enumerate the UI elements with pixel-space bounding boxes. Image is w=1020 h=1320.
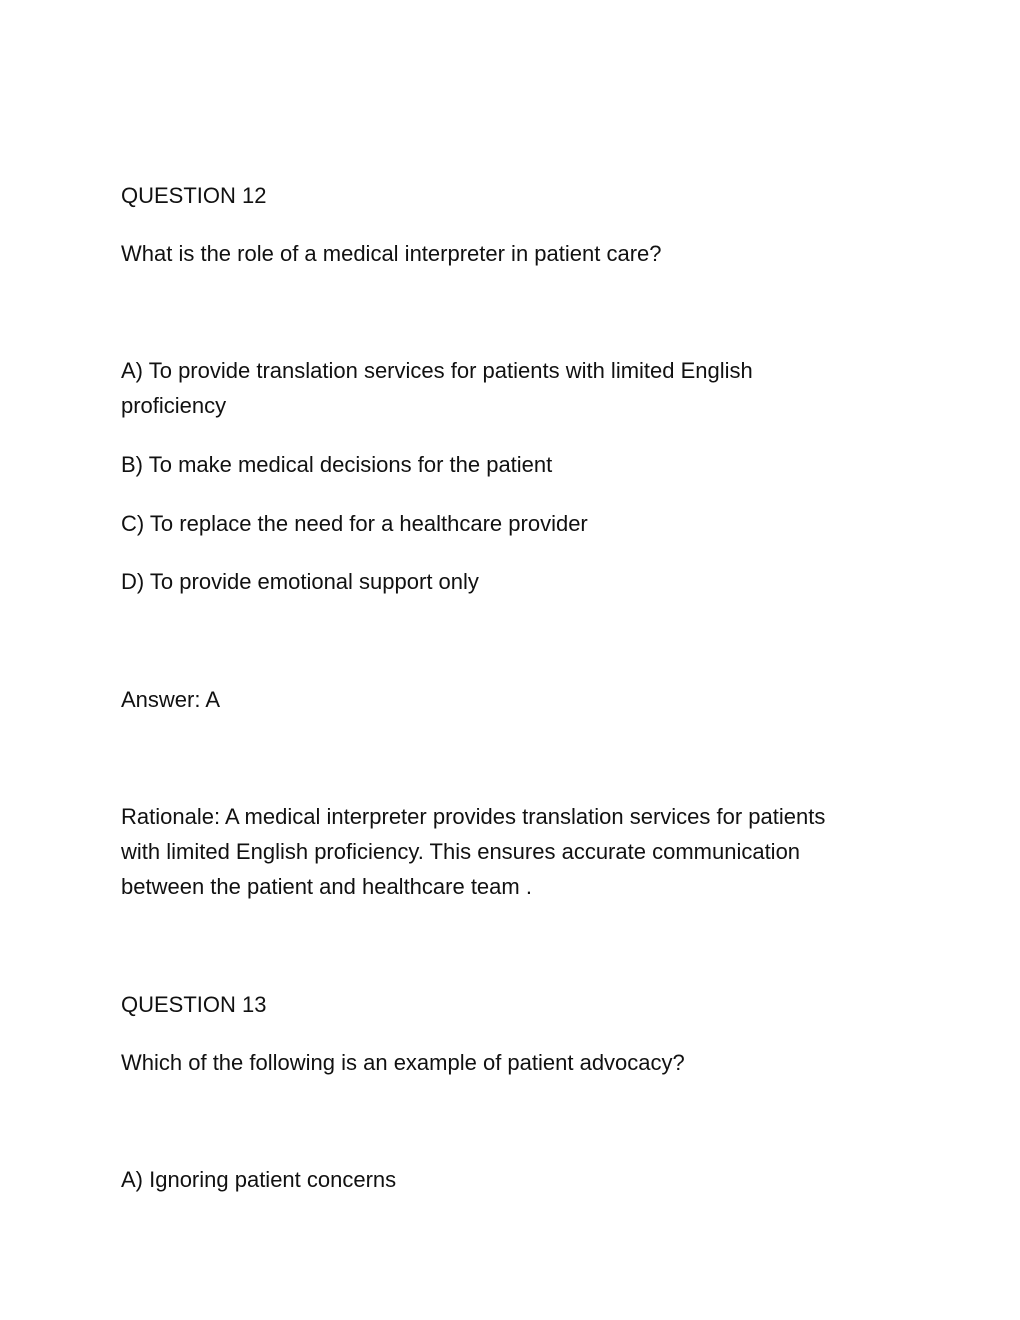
question-12-text: What is the role of a medical interpreter in patient care?	[121, 241, 662, 266]
question-12-heading: QUESTION 12	[121, 183, 267, 208]
question-12-option-b: B) To make medical decisions for the patient	[121, 452, 553, 477]
question-12-option-d: D) To provide emotional support only	[121, 569, 479, 594]
question-12-option-c: C) To replace the need for a healthcare provider	[121, 511, 588, 536]
question-13-option-a: A) Ignoring patient concerns	[121, 1167, 397, 1192]
question-12-option-a: A) To provide translation services for patients with limited English proficiency	[121, 358, 753, 418]
question-13-heading: QUESTION 13	[121, 992, 267, 1017]
question-12-rationale: Rationale: A medical interpreter provides translation services for patients with limited English proficiency. This ensures accurate communication between the patient and healthcare team .	[121, 804, 826, 899]
question-13-text: Which of the following is an example of patient advocacy?	[121, 1050, 685, 1075]
question-12-answer: Answer: A	[121, 687, 221, 712]
